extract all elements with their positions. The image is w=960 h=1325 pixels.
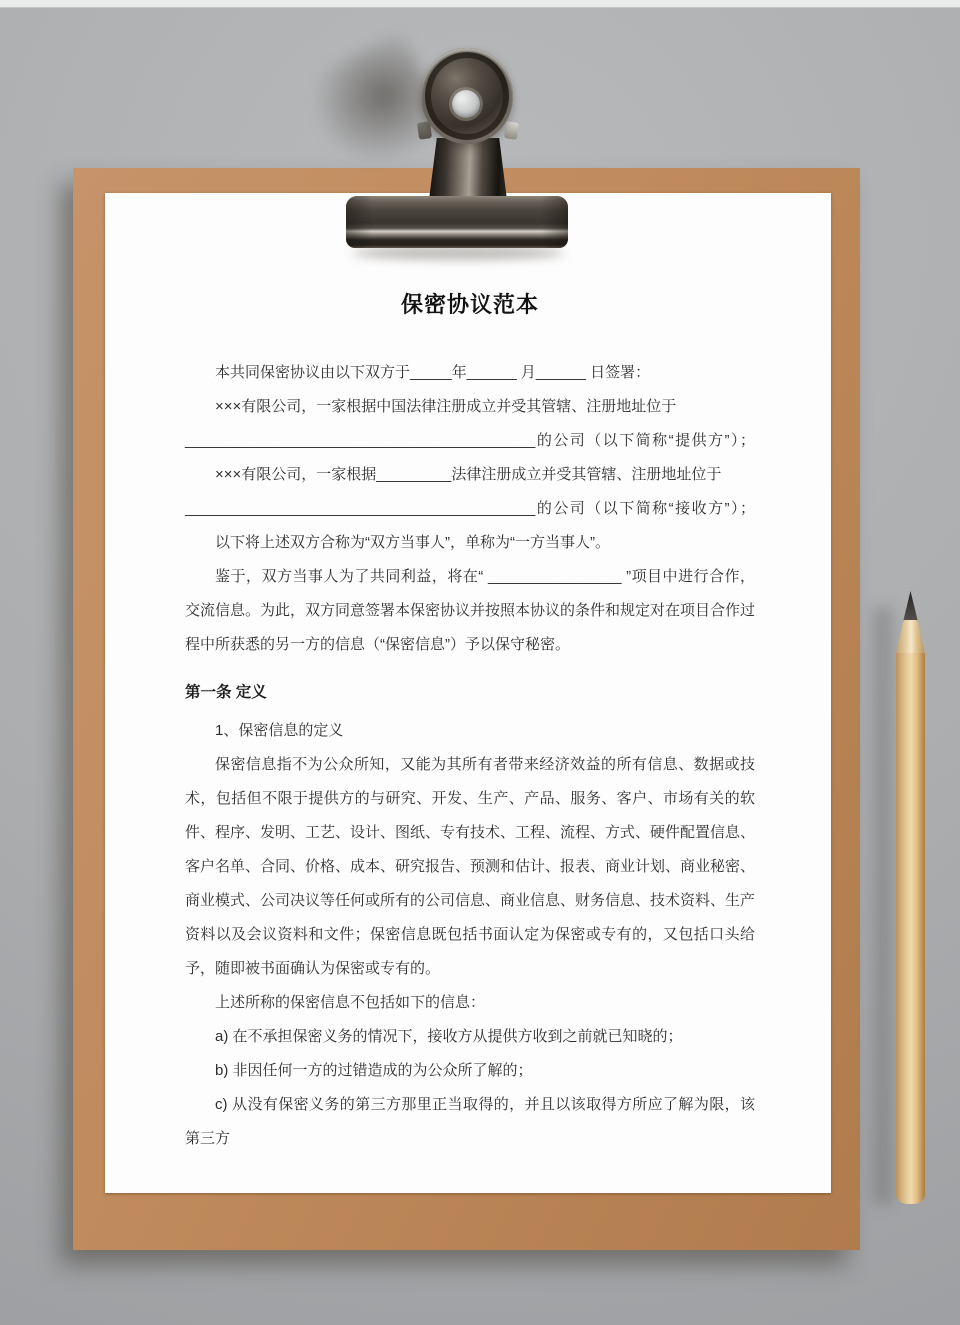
sub-heading-definition: 1、保密信息的定义: [215, 722, 344, 739]
binder-clip-right-lever: [504, 121, 519, 140]
paragraph-provider-blank-line: __________________________________________的公司（以下简称“提供方”）；: [185, 432, 755, 449]
list-item-b: b) 非因任何一方的过错造成的为公众所了解的；: [215, 1062, 533, 1079]
binder-clip-ring-hole: [452, 90, 480, 118]
paragraph-definition: 保密信息指不为公众所知，又能为其所有者带来经济效益的所有信息、数据或技术，包括但不限于提供方的与研究、开发、生产、产品、服务、客户、市场有关的软件、程序、发明、工艺、设计、图纸、专有技术、工程、流程、方式、硬件配置信息、客户名单、合同、价格、成本、研究报告、预测和估计、报表、商业计划、商业秘密、商业模式、公司决议等任何或所有的公司信息、商业信息、财务信息、技术资料、生产资料以及会议资料和文件；保密信息既包括书面认定为保密或专有的，又包括口头给予，随即被书面确认为保密或专有的。: [185, 756, 756, 977]
pencil-shadow: [873, 606, 893, 1206]
paragraph-receiver-company: ×××有限公司，一家根据_________法律注册成立并受其管辖、注册地址位于: [215, 466, 722, 483]
section-heading-article-1: 第一条 定义: [185, 684, 267, 701]
paragraph-signing-date: 本共同保密协议由以下双方于_____年______ 月______ 日签署：: [215, 364, 651, 381]
paragraph-parties-naming: 以下将上述双方合称为“双方当事人”，单称为“一方当事人”。: [215, 534, 610, 551]
paragraph-receiver-blank-line: __________________________________________的公司（以下简称“接收方”）；: [185, 500, 755, 517]
binder-clip-paper-shadow: [352, 246, 564, 260]
list-item-c: c) 从没有保密义务的第三方那里正当取得的，并且以该取得方所应了解为限，该第三方: [185, 1096, 755, 1147]
pencil-graphite-tip: [903, 591, 918, 622]
pencil-body: [896, 653, 925, 1204]
paragraph-whereas: 鉴于，双方当事人为了共同利益，将在“ ________________ ”项目中进行合作，交流信息。为此，双方同意签署本保密协议并按照本协议的条件和规定对在项目合作过程中所获悉的另一方的信息（“保密信息”）予以保守秘密。: [185, 568, 756, 653]
document-content: [185, 292, 755, 1156]
pencil: [896, 591, 925, 1204]
binder-clip-ring: [421, 48, 513, 144]
document-page: [105, 193, 831, 1193]
pencil-sharpened-wood: [896, 620, 925, 654]
list-item-a: a) 在不承担保密义务的情况下，接收方从提供方收到之前就已知晓的；: [215, 1028, 683, 1045]
clipboard: [73, 168, 860, 1250]
binder-clip-clamp-bar: [346, 196, 568, 248]
document-title: 保密协议范本: [400, 292, 539, 317]
binder-clip-neck: [429, 138, 507, 200]
wall-top-strip: [0, 0, 960, 8]
paragraph-exclusion-intro: 上述所称的保密信息不包括如下的信息：: [215, 994, 486, 1011]
paragraph-provider-company: ×××有限公司，一家根据中国法律注册成立并受其管辖、注册地址位于: [215, 398, 677, 415]
